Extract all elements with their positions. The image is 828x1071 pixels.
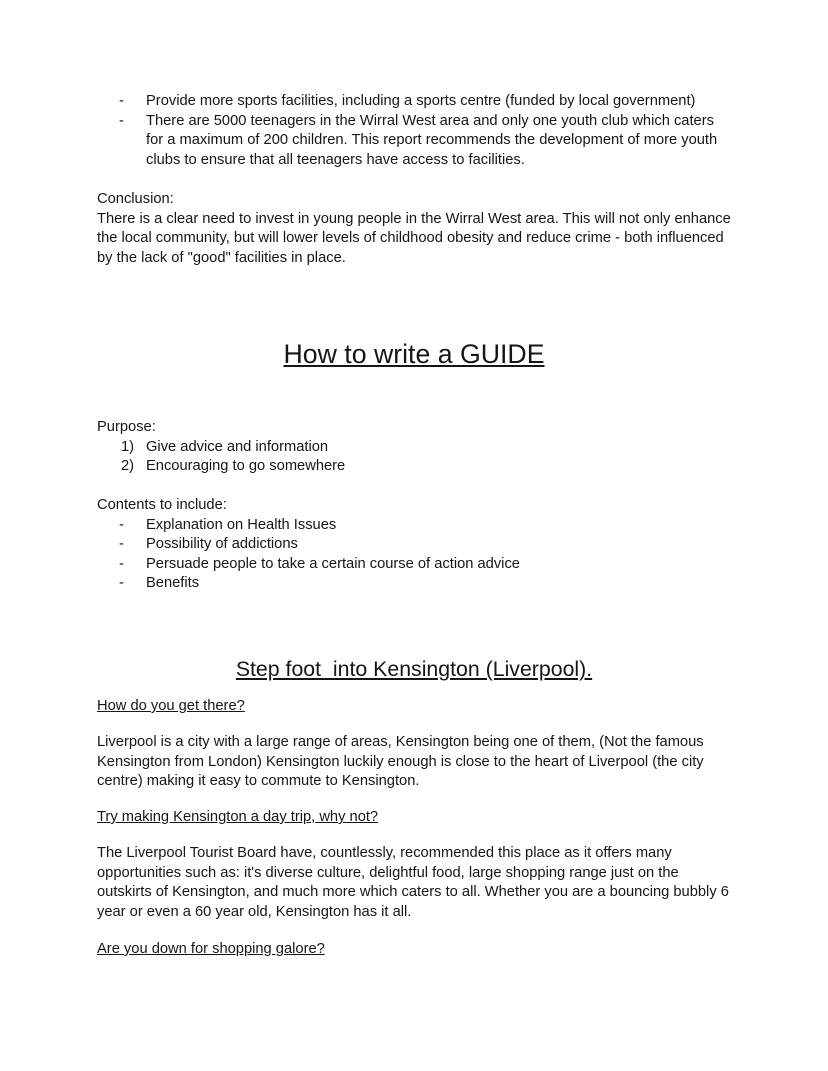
conclusion-body: There is a clear need to invest in young people in the Wirral West area. This will not only enhance the local community, but will lower levels of childhood obesity and reduce crime - both influenced by the lack of "good" facilities in place.: [97, 210, 731, 266]
section-heading-day-trip: [97, 808, 731, 828]
bullet-marker: -: [119, 555, 124, 572]
bullet-marker: -: [119, 112, 124, 129]
list-item-text: Encouraging to go somewhere: [146, 458, 346, 474]
guide-heading: How to write a GUIDE: [283, 339, 545, 369]
recommendations-list: [97, 92, 731, 170]
list-item-text: There are 5000 teenagers in the Wirral West area and only one youth club which caters for a maximum of 200 children. This report recommends the development of more youth clubs to ensure that all teenagers have access to facilities.: [146, 112, 718, 168]
bullet-marker: -: [119, 93, 124, 109]
purpose-label: Purpose:: [97, 419, 156, 435]
list-item: [97, 457, 731, 477]
list-item: [97, 112, 731, 171]
section-heading-shopping-galore: [97, 940, 731, 960]
section-heading-text: Try making Kensington a day trip, why not?: [97, 809, 379, 825]
section-body: Liverpool is a city with a large range of areas, Kensington being one of them, (Not the famous Kensington from London) Kensington luckily enough is close to the heart of Liverpool (the city centre) making it easy to commute to Kensington.: [97, 734, 704, 789]
contents-label: Contents to include:: [97, 497, 227, 513]
list-item: [97, 516, 731, 536]
conclusion-label: Conclusion:: [97, 191, 174, 207]
number-marker: 2): [121, 458, 135, 474]
section-body: The Liverpool Tourist Board have, countlessly, recommended this place as it offers many opportunities such as: it's diverse culture, delightful food, large shopping range just on the outskirts of Kensington, and much more which caters to all. Whether you are a bouncing bubbly 6 year or even a 60 year old, Kensington has it all.: [97, 845, 729, 920]
conclusion-section: [97, 190, 731, 268]
section-heading-how-to-get-there: [97, 697, 731, 717]
kensington-heading: Step foot into Kensington (Liverpool).: [235, 657, 593, 681]
list-item-text: Explanation on Health Issues: [146, 516, 337, 533]
list-item: [97, 438, 731, 458]
list-item: [97, 574, 731, 594]
list-item: [97, 92, 731, 112]
list-item-text: Possibility of addictions: [146, 536, 298, 552]
bullet-marker: -: [119, 575, 124, 591]
list-item-text: Benefits: [146, 575, 200, 591]
number-marker: 1): [121, 438, 135, 455]
list-item: [97, 535, 731, 555]
list-item: [97, 555, 731, 575]
bullet-marker: -: [119, 516, 124, 533]
section-heading-text: How do you get there?: [97, 698, 245, 714]
contents-section: [97, 496, 731, 594]
purpose-section: [97, 418, 731, 477]
list-item-text: Give advice and information: [146, 438, 329, 455]
section-heading-text: Are you down for shopping galore?: [97, 941, 325, 957]
list-item-text: Persuade people to take a certain course of action advice: [146, 555, 520, 572]
bullet-marker: -: [119, 536, 124, 552]
list-item-text: Provide more sports facilities, including a sports centre (funded by local government): [146, 93, 696, 109]
